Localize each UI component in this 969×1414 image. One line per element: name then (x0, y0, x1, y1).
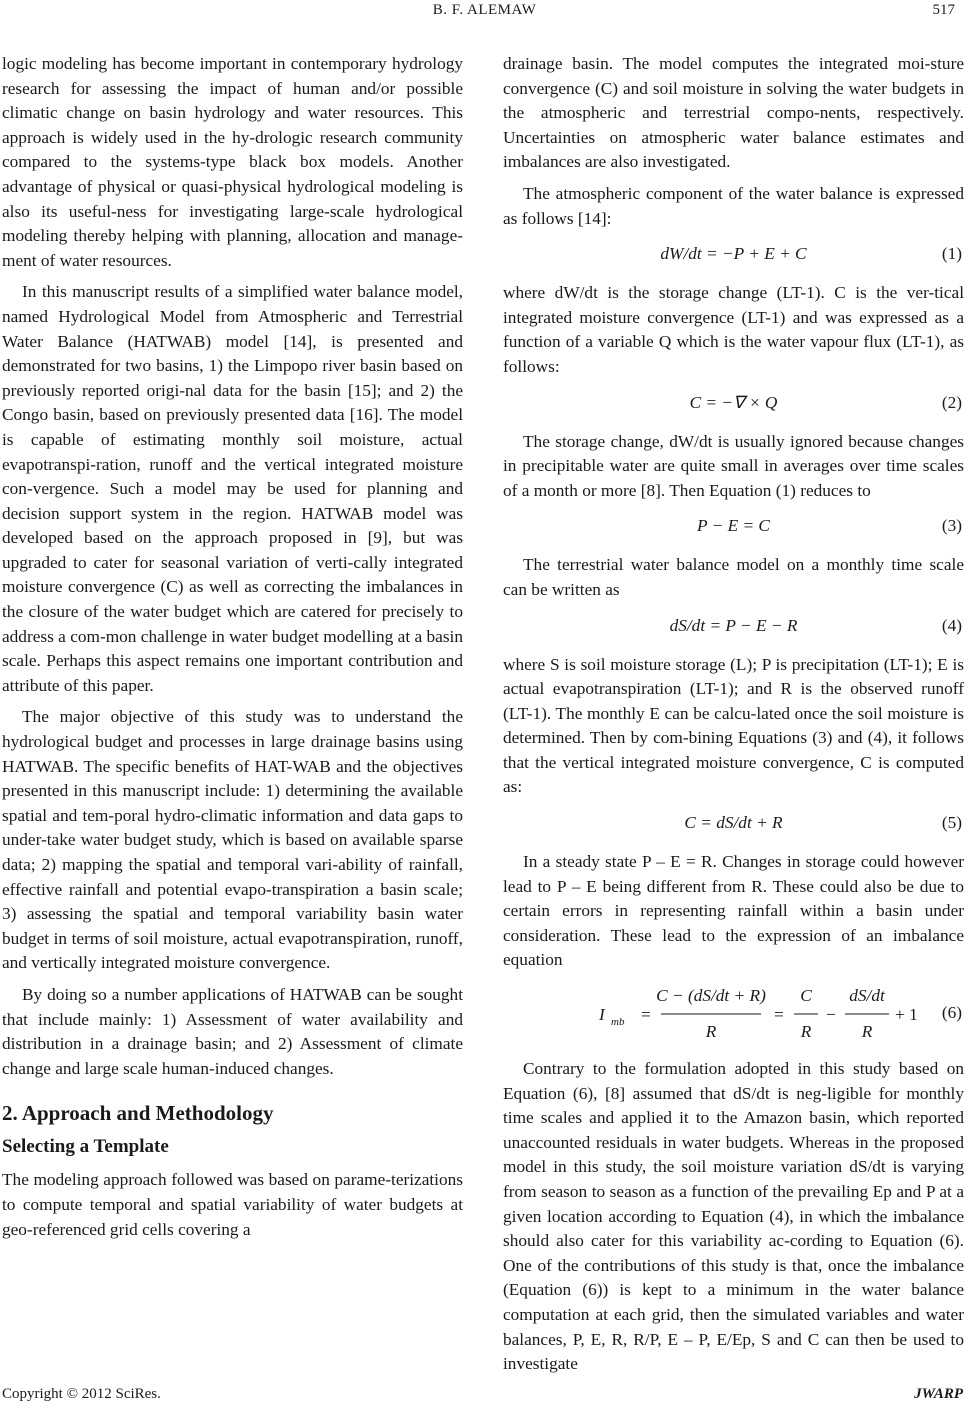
equation-5 (503, 800, 964, 850)
paragraph: where dW/dt is the storage change (LT-1). C is the ver-tical integrated moisture convergence (LT-1) and was expressed as a function of a variable Q which is the water vapour flux (LT-1), as follows: (503, 283, 964, 376)
fraction-numerator: C (800, 986, 812, 1006)
equation-3 (503, 503, 964, 553)
equation-tail: + 1 (895, 1005, 918, 1025)
equation-formula: C = −∇ × Q (689, 392, 778, 412)
paragraph: The terrestrial water balance model on a monthly time scale can be written as (503, 555, 964, 599)
paragraph: where S is soil moisture storage (L); P is precipitation (LT-1); E is actual evapotranspiration (LT-1); and R is the observed runoff (LT-1). The monthly E can be calcu-lated once the soil moisture is determined. Then by com-bining Equations (3) and (4), it follows that the vertical integrated moisture convergence, C is computed as: (503, 654, 964, 797)
paragraph: The atmospheric component of the water balance is expressed as follows [14]: (503, 183, 964, 228)
equation-number: (5) (941, 813, 962, 833)
fraction-numerator: C − (dS/dt + R) (656, 986, 766, 1006)
equation-formula: C = dS/dt + R (684, 813, 783, 833)
paragraph: drainage basin. The model computes the integrated moi-sture convergence (C) and soil moisture in solving the water budgets in the atmospheric and terrestrial compo-nents, respectively. Uncertainties on atmospheric water balance estimates and imbalances are also investigated. (503, 54, 964, 172)
equation-6 (503, 973, 964, 1057)
fraction-denominator: R (861, 1022, 873, 1042)
fraction-denominator: R (800, 1022, 812, 1042)
left-column (2, 52, 463, 1242)
equation-symbol-imbalance: I (599, 1005, 605, 1025)
equation-number: (6) (941, 1003, 962, 1023)
svg-text:−: − (826, 1005, 836, 1025)
fraction-denominator: R (705, 1022, 717, 1042)
paragraph: logic modeling has become important in contemporary hydrology research for assessing the impact of human and/or possible climatic change on basin hydrology and water resources. This approach is widely used in the hy-drologic research community compared to the systems-type black box models. Another advantage of physical or quasi-physical hydrological modeling is also its useful-ness for investigating large-scale hydrological modeling thereby helping with planning, allocation and manage-ment of water resources. (2, 54, 463, 270)
equation-number: (3) (941, 516, 962, 536)
paragraph: Contrary to the formulation adopted in this study based on Equation (6), [8] assumed that dS/dt is neg-ligible for monthly time scales and applied it to the Amazon basin, which reported unaccounted residuals in water budgets. Whereas in the proposed model in this study, the soil moisture variation dS/dt is varying from season to season as a function of the prevailing Ep and P at a given location according to Equation (4), in which the imbalance should also cater for this variability ac-cording to Equation (6). One of the contributions of this study is that, once the imbalance (Equation (6)) is kept to a minimum in the water balance computation at each grid, then the simulated variables and water balances, P, E, R, R/P, E – P, E/Ep, S and C can then be used to investigate (503, 1059, 964, 1374)
subsection-heading: Selecting a Template (2, 1136, 169, 1158)
paragraph: In this manuscript results of a simplified water balance model, named Hydrological Model from Atmospheric and Terrestrial Water Balance (HATWAB) model [14], is presented and demonstrated for two basins, 1) the Limpopo river basin based on previously reported origi-nal data for the basin [15]; and 2) the Congo basin, based on previously presented data [16]. The model is capable of estimating monthly soil moisture, actual evapotranspi-ration, runoff and the vertical integrated moisture con-vergence. Such a model may be used for planning and decision support system in the region. HATWAB model was developed based on the approach proposed in [9], but was upgraded to cater for seasonal variation of verti-cally integrated moisture convergence (C) as well as correcting the imbalances in the closure of the water budget which are catered for precisely to address a com-mon challenge in water budget modelling at a basin scale. Perhaps this aspect remains one important contribution and attribute of this paper. (2, 282, 463, 695)
fraction-numerator: dS/dt (849, 986, 885, 1006)
equation-1 (503, 231, 964, 281)
equation-formula: dS/dt = P − E − R (669, 615, 798, 635)
paragraph: The storage change, dW/dt is usually ignored because changes in precipitable water are quite small in averages over time scales of a month or more [8]. Then Equation (1) reduces to (503, 431, 964, 500)
imbalance-equation (599, 973, 969, 1057)
paragraph: By doing so a number applications of HATWAB can be sought that include mainly: 1) Assessment of water availability and distribution in a drainage basin; and 2) Assessment of climate change and large scale human-induced changes. (2, 984, 463, 1078)
equation-number: (2) (941, 392, 962, 412)
equation-4 (503, 603, 964, 653)
svg-text:=: = (641, 1005, 651, 1025)
running-header-author: B. F. ALEMAW (432, 2, 537, 18)
paragraph: The modeling approach followed was based on parame-terizations to compute temporal and spatial variability of water budgets at geo-referenced grid cells covering a (2, 1170, 463, 1239)
section-heading: 2. Approach and Methodology (2, 1101, 274, 1126)
copyright-footer: Copyright © 2012 SciRes. (2, 1386, 161, 1402)
page-number: 517 (932, 2, 955, 18)
right-column (503, 52, 964, 1377)
journal-footer: JWARP (914, 1386, 963, 1402)
equation-2 (503, 380, 964, 430)
paragraph: The major objective of this study was to understand the hydrological budget and processes in large drainage basins using HATWAB. The specific benefits of HAT-WAB and the objectives presented in this manuscript include: 1) determining the available spatial and tem-poral hydro-climatic information and data gaps to under-take water budget study, which is based on available sparse data; 2) mapping the spatial and temporal vari-ability of rainfall, effective rainfall and potential evapo-transpiration a basin scale; 3) assessing the spatial and temporal variability basin water budget in terms of soil moisture, actual evapotranspiration, runoff, and vertically integrated moisture convergence. (2, 707, 463, 973)
equation-subscript: mb (611, 1016, 625, 1029)
paragraph: In a steady state P – E = R. Changes in storage could however lead to P – E being different from R. These could also be due to certain errors in representing rainfall within a basin under consideration. These lead to the expression of an imbalance equation (503, 852, 964, 970)
equation-number: (4) (941, 615, 962, 635)
equation-formula: dW/dt = −P + E + C (660, 244, 807, 264)
svg-text:=: = (774, 1005, 784, 1025)
equation-formula: P − E = C (697, 516, 770, 536)
equation-number: (1) (941, 244, 962, 264)
